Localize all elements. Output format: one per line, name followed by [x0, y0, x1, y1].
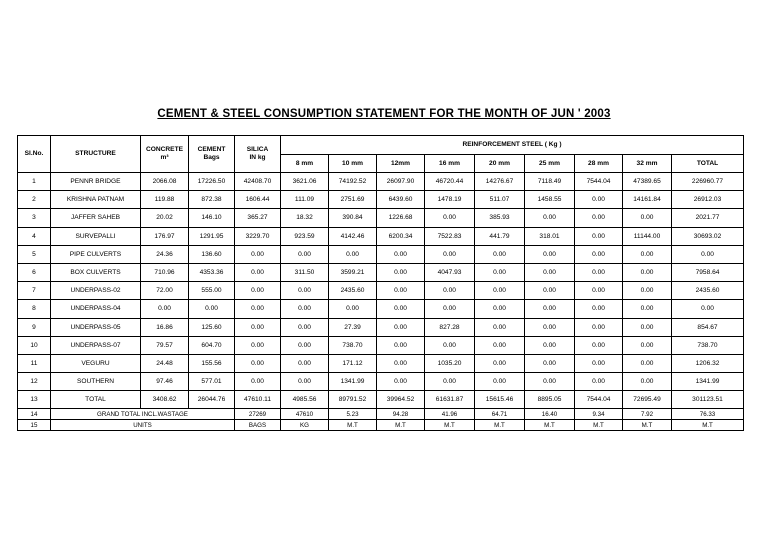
row-steel-total: 854.67	[672, 318, 744, 336]
row-steel-value: 0.00	[623, 245, 672, 263]
units-steel: M.T	[475, 420, 525, 431]
row-steel-value: 6200.34	[377, 227, 425, 245]
row-steel-value: 0.00	[525, 282, 575, 300]
row-steel-value: 11144.00	[623, 227, 672, 245]
row-steel-value: 0.00	[575, 282, 623, 300]
table-row	[18, 245, 744, 263]
row-silica: 0.00	[235, 282, 281, 300]
units-steel: M.T	[672, 420, 744, 431]
units-label: UNITS	[51, 420, 235, 431]
units-steel: M.T	[575, 420, 623, 431]
table-row	[18, 300, 744, 318]
row-steel-total: 301123.51	[672, 391, 744, 409]
row-silica: 0.00	[235, 245, 281, 263]
row-steel-value: 2751.69	[329, 191, 377, 209]
row-cement: 0.00	[189, 300, 235, 318]
row-steel-total: 0.00	[672, 300, 744, 318]
grand-total-steel: 76.33	[672, 409, 744, 420]
grand-total-steel: 94.28	[377, 409, 425, 420]
grand-total-steel: 7.92	[623, 409, 672, 420]
row-steel-value: 18.32	[281, 209, 329, 227]
row-steel-value: 0.00	[623, 373, 672, 391]
row-steel-value: 0.00	[623, 263, 672, 281]
row-steel-value: 8895.05	[525, 391, 575, 409]
units-silica: KG	[281, 420, 329, 431]
grand-total-silica: 47610	[281, 409, 329, 420]
row-steel-value: 311.50	[281, 263, 329, 281]
row-steel-total: 1341.99	[672, 373, 744, 391]
row-slno: 8	[18, 300, 51, 318]
row-steel-value: 0.00	[281, 354, 329, 372]
row-steel-value: 0.00	[575, 354, 623, 372]
row-steel-value: 111.09	[281, 191, 329, 209]
row-steel-value: 15615.46	[475, 391, 525, 409]
header-steel-col: 12mm	[377, 155, 425, 173]
row-cement: 4353.36	[189, 263, 235, 281]
row-slno: 13	[18, 391, 51, 409]
units-steel: M.T	[525, 420, 575, 431]
row-silica: 1606.44	[235, 191, 281, 209]
row-steel-value: 0.00	[575, 209, 623, 227]
row-slno: 9	[18, 318, 51, 336]
row-steel-value: 0.00	[377, 263, 425, 281]
row-steel-value: 0.00	[281, 300, 329, 318]
row-cement: 555.00	[189, 282, 235, 300]
row-steel-value: 0.00	[281, 282, 329, 300]
row-concrete: 72.00	[141, 282, 189, 300]
row-steel-value: 4142.46	[329, 227, 377, 245]
row-steel-value: 0.00	[475, 318, 525, 336]
row-steel-value: 2435.60	[329, 282, 377, 300]
row-steel-value: 0.00	[377, 300, 425, 318]
units-steel: M.T	[623, 420, 672, 431]
row-steel-total: 738.70	[672, 336, 744, 354]
row-steel-value: 0.00	[575, 191, 623, 209]
row-steel-value: 441.79	[475, 227, 525, 245]
row-slno: 12	[18, 373, 51, 391]
grand-total-steel: 64.71	[475, 409, 525, 420]
row-steel-value: 0.00	[475, 282, 525, 300]
row-steel-value: 1226.68	[377, 209, 425, 227]
row-steel-value: 6439.60	[377, 191, 425, 209]
row-silica: 365.27	[235, 209, 281, 227]
row-steel-value: 0.00	[575, 300, 623, 318]
row-steel-value: 0.00	[329, 245, 377, 263]
row-steel-value: 390.84	[329, 209, 377, 227]
grand-total-steel: 16.40	[525, 409, 575, 420]
row-concrete: 3408.62	[141, 391, 189, 409]
row-steel-total: 30693.02	[672, 227, 744, 245]
units-cement: BAGS	[235, 420, 281, 431]
row-steel-value: 0.00	[575, 245, 623, 263]
row-cement: 136.60	[189, 245, 235, 263]
header-steel-col: 10 mm	[329, 155, 377, 173]
row-steel-value: 61631.87	[425, 391, 475, 409]
row-structure-name: VEGURU	[51, 354, 141, 372]
header-silica: SILICA IN kg	[235, 136, 281, 173]
row-silica: 0.00	[235, 300, 281, 318]
table-row	[18, 282, 744, 300]
units-steel: M.T	[329, 420, 377, 431]
row-silica: 0.00	[235, 354, 281, 372]
row-steel-value: 7544.04	[575, 391, 623, 409]
row-silica: 42408.70	[235, 173, 281, 191]
row-steel-value: 923.59	[281, 227, 329, 245]
row-steel-value: 0.00	[475, 354, 525, 372]
row-steel-value: 0.00	[281, 336, 329, 354]
header-steel-col: 16 mm	[425, 155, 475, 173]
row-steel-value: 0.00	[281, 373, 329, 391]
row-concrete: 0.00	[141, 300, 189, 318]
row-steel-total: 0.00	[672, 245, 744, 263]
row-steel-total: 226960.77	[672, 173, 744, 191]
row-steel-value: 7522.83	[425, 227, 475, 245]
grand-total-steel: 9.34	[575, 409, 623, 420]
consumption-table	[17, 135, 744, 431]
row-structure-name: UNDERPASS-02	[51, 282, 141, 300]
row-steel-value: 14161.84	[623, 191, 672, 209]
row-steel-value: 0.00	[475, 300, 525, 318]
header-structure: STRUCTURE	[51, 136, 141, 173]
row-cement: 872.38	[189, 191, 235, 209]
table-row	[18, 336, 744, 354]
row-cement: 146.10	[189, 209, 235, 227]
row-cement: 17226.50	[189, 173, 235, 191]
row-steel-value: 0.00	[623, 300, 672, 318]
row-structure-name: UNDERPASS-04	[51, 300, 141, 318]
row-silica: 47610.11	[235, 391, 281, 409]
row-steel-value: 26097.90	[377, 173, 425, 191]
statement-title: CEMENT & STEEL CONSUMPTION STATEMENT FOR THE MONTH OF JUN ' 2003	[157, 108, 611, 120]
row-steel-value: 7544.04	[575, 173, 623, 191]
row-steel-value: 738.70	[329, 336, 377, 354]
table-row	[18, 318, 744, 336]
row-steel-value: 0.00	[425, 209, 475, 227]
row-steel-value: 0.00	[575, 373, 623, 391]
row-steel-value: 3599.21	[329, 263, 377, 281]
row-silica: 0.00	[235, 263, 281, 281]
row-steel-value: 511.07	[475, 191, 525, 209]
row-steel-total: 1206.32	[672, 354, 744, 372]
row-concrete: 2066.08	[141, 173, 189, 191]
table-row	[18, 191, 744, 209]
row-steel-value: 27.39	[329, 318, 377, 336]
row-cement: 26044.76	[189, 391, 235, 409]
row-silica: 0.00	[235, 373, 281, 391]
row-silica: 3229.70	[235, 227, 281, 245]
row-slno: 3	[18, 209, 51, 227]
row-slno: 2	[18, 191, 51, 209]
row-steel-value: 0.00	[425, 373, 475, 391]
row-cement: 125.60	[189, 318, 235, 336]
row-steel-value: 1035.20	[425, 354, 475, 372]
table-row	[18, 227, 744, 245]
header-steel-col: 20 mm	[475, 155, 525, 173]
row-steel-value: 0.00	[525, 336, 575, 354]
row-steel-value: 0.00	[475, 263, 525, 281]
row-structure-name: PIPE CULVERTS	[51, 245, 141, 263]
row-steel-value: 318.01	[525, 227, 575, 245]
row-steel-value: 0.00	[377, 373, 425, 391]
row-steel-value: 0.00	[623, 209, 672, 227]
row-steel-value: 14276.67	[475, 173, 525, 191]
row-structure-name: KRISHNA PATNAM	[51, 191, 141, 209]
row-cement: 155.56	[189, 354, 235, 372]
row-steel-value: 0.00	[525, 245, 575, 263]
row-steel-value: 89791.52	[329, 391, 377, 409]
row-steel-value: 3621.06	[281, 173, 329, 191]
grand-total-steel: 5.23	[329, 409, 377, 420]
row-silica: 0.00	[235, 318, 281, 336]
row-slno: 4	[18, 227, 51, 245]
row-steel-value: 0.00	[475, 336, 525, 354]
row-steel-value: 39964.52	[377, 391, 425, 409]
header-steel-col: TOTAL	[672, 155, 744, 173]
row-steel-value: 827.28	[425, 318, 475, 336]
row-concrete: 79.57	[141, 336, 189, 354]
table-row	[18, 373, 744, 391]
row-steel-value: 0.00	[525, 318, 575, 336]
grand-total-cement: 27269	[235, 409, 281, 420]
row-slno: 1	[18, 173, 51, 191]
header-concrete: CONCRETE m³	[141, 136, 189, 173]
row-steel-value: 0.00	[575, 318, 623, 336]
row-steel-value: 0.00	[377, 282, 425, 300]
row-slno: 15	[18, 420, 51, 431]
row-cement: 604.70	[189, 336, 235, 354]
row-slno: 11	[18, 354, 51, 372]
row-steel-value: 0.00	[623, 354, 672, 372]
header-slno: Sl.No.	[18, 136, 51, 173]
row-steel-value: 47389.65	[623, 173, 672, 191]
row-steel-value: 0.00	[575, 263, 623, 281]
row-steel-value: 0.00	[623, 282, 672, 300]
row-steel-value: 171.12	[329, 354, 377, 372]
row-cement: 1291.95	[189, 227, 235, 245]
table-row	[18, 209, 744, 227]
table-row	[18, 263, 744, 281]
grand-total-steel: 41.96	[425, 409, 475, 420]
row-steel-value: 74192.52	[329, 173, 377, 191]
row-concrete: 20.02	[141, 209, 189, 227]
row-structure-name: JAFFER SAHEB	[51, 209, 141, 227]
row-slno: 7	[18, 282, 51, 300]
row-steel-value: 0.00	[425, 300, 475, 318]
units-steel: M.T	[425, 420, 475, 431]
row-structure-name: BOX CULVERTS	[51, 263, 141, 281]
row-steel-value: 4047.93	[425, 263, 475, 281]
row-steel-value: 0.00	[525, 354, 575, 372]
header-steel-col: 28 mm	[575, 155, 623, 173]
row-concrete: 24.48	[141, 354, 189, 372]
row-steel-value: 0.00	[525, 209, 575, 227]
row-steel-total: 26912.03	[672, 191, 744, 209]
row-steel-value: 0.00	[475, 373, 525, 391]
row-silica: 0.00	[235, 336, 281, 354]
row-steel-value: 0.00	[377, 354, 425, 372]
row-steel-value: 0.00	[425, 336, 475, 354]
row-steel-value: 46720.44	[425, 173, 475, 191]
row-cement: 577.01	[189, 373, 235, 391]
row-steel-value: 0.00	[623, 318, 672, 336]
grand-total-label: GRAND TOTAL INCL.WASTAGE	[51, 409, 235, 420]
row-steel-value: 0.00	[525, 373, 575, 391]
row-steel-value: 0.00	[575, 227, 623, 245]
header-reinforcement: REINFORCEMENT STEEL ( Kg )	[281, 136, 744, 155]
units-steel: M.T	[377, 420, 425, 431]
row-steel-value: 0.00	[377, 318, 425, 336]
row-steel-value: 0.00	[425, 282, 475, 300]
units-row	[18, 420, 744, 431]
row-concrete: 119.88	[141, 191, 189, 209]
row-structure-name: UNDERPASS-07	[51, 336, 141, 354]
row-structure-name: SURVEPALLI	[51, 227, 141, 245]
row-steel-value: 0.00	[281, 245, 329, 263]
header-cement: CEMENT Bags	[189, 136, 235, 173]
header-steel-col: 25 mm	[525, 155, 575, 173]
row-steel-value: 0.00	[575, 336, 623, 354]
row-steel-value: 7118.49	[525, 173, 575, 191]
row-steel-value: 0.00	[525, 263, 575, 281]
row-steel-total: 2021.77	[672, 209, 744, 227]
table-row	[18, 173, 744, 191]
row-slno: 6	[18, 263, 51, 281]
row-steel-total: 7958.64	[672, 263, 744, 281]
row-steel-value: 1478.19	[425, 191, 475, 209]
row-steel-value: 0.00	[377, 245, 425, 263]
row-concrete: 176.97	[141, 227, 189, 245]
row-structure-name: SOUTHERN	[51, 373, 141, 391]
row-structure-name: PENNR BRIDGE	[51, 173, 141, 191]
row-steel-value: 0.00	[377, 336, 425, 354]
row-steel-value: 4985.56	[281, 391, 329, 409]
row-steel-value: 0.00	[475, 245, 525, 263]
grand-total-row	[18, 409, 744, 420]
row-structure-name: TOTAL	[51, 391, 141, 409]
row-steel-value: 1341.99	[329, 373, 377, 391]
row-slno: 14	[18, 409, 51, 420]
row-concrete: 97.46	[141, 373, 189, 391]
header-steel-col: 8 mm	[281, 155, 329, 173]
row-steel-value: 0.00	[281, 318, 329, 336]
row-steel-total: 2435.60	[672, 282, 744, 300]
row-steel-value: 0.00	[623, 336, 672, 354]
row-structure-name: UNDERPASS-05	[51, 318, 141, 336]
row-steel-value: 0.00	[329, 300, 377, 318]
row-concrete: 16.86	[141, 318, 189, 336]
row-slno: 10	[18, 336, 51, 354]
table-row	[18, 391, 744, 409]
row-steel-value: 0.00	[525, 300, 575, 318]
row-steel-value: 385.93	[475, 209, 525, 227]
row-steel-value: 72695.49	[623, 391, 672, 409]
row-steel-value: 0.00	[425, 245, 475, 263]
row-slno: 5	[18, 245, 51, 263]
row-steel-value: 1458.55	[525, 191, 575, 209]
header-steel-col: 32 mm	[623, 155, 672, 173]
table-row	[18, 354, 744, 372]
row-concrete: 710.96	[141, 263, 189, 281]
row-concrete: 24.36	[141, 245, 189, 263]
